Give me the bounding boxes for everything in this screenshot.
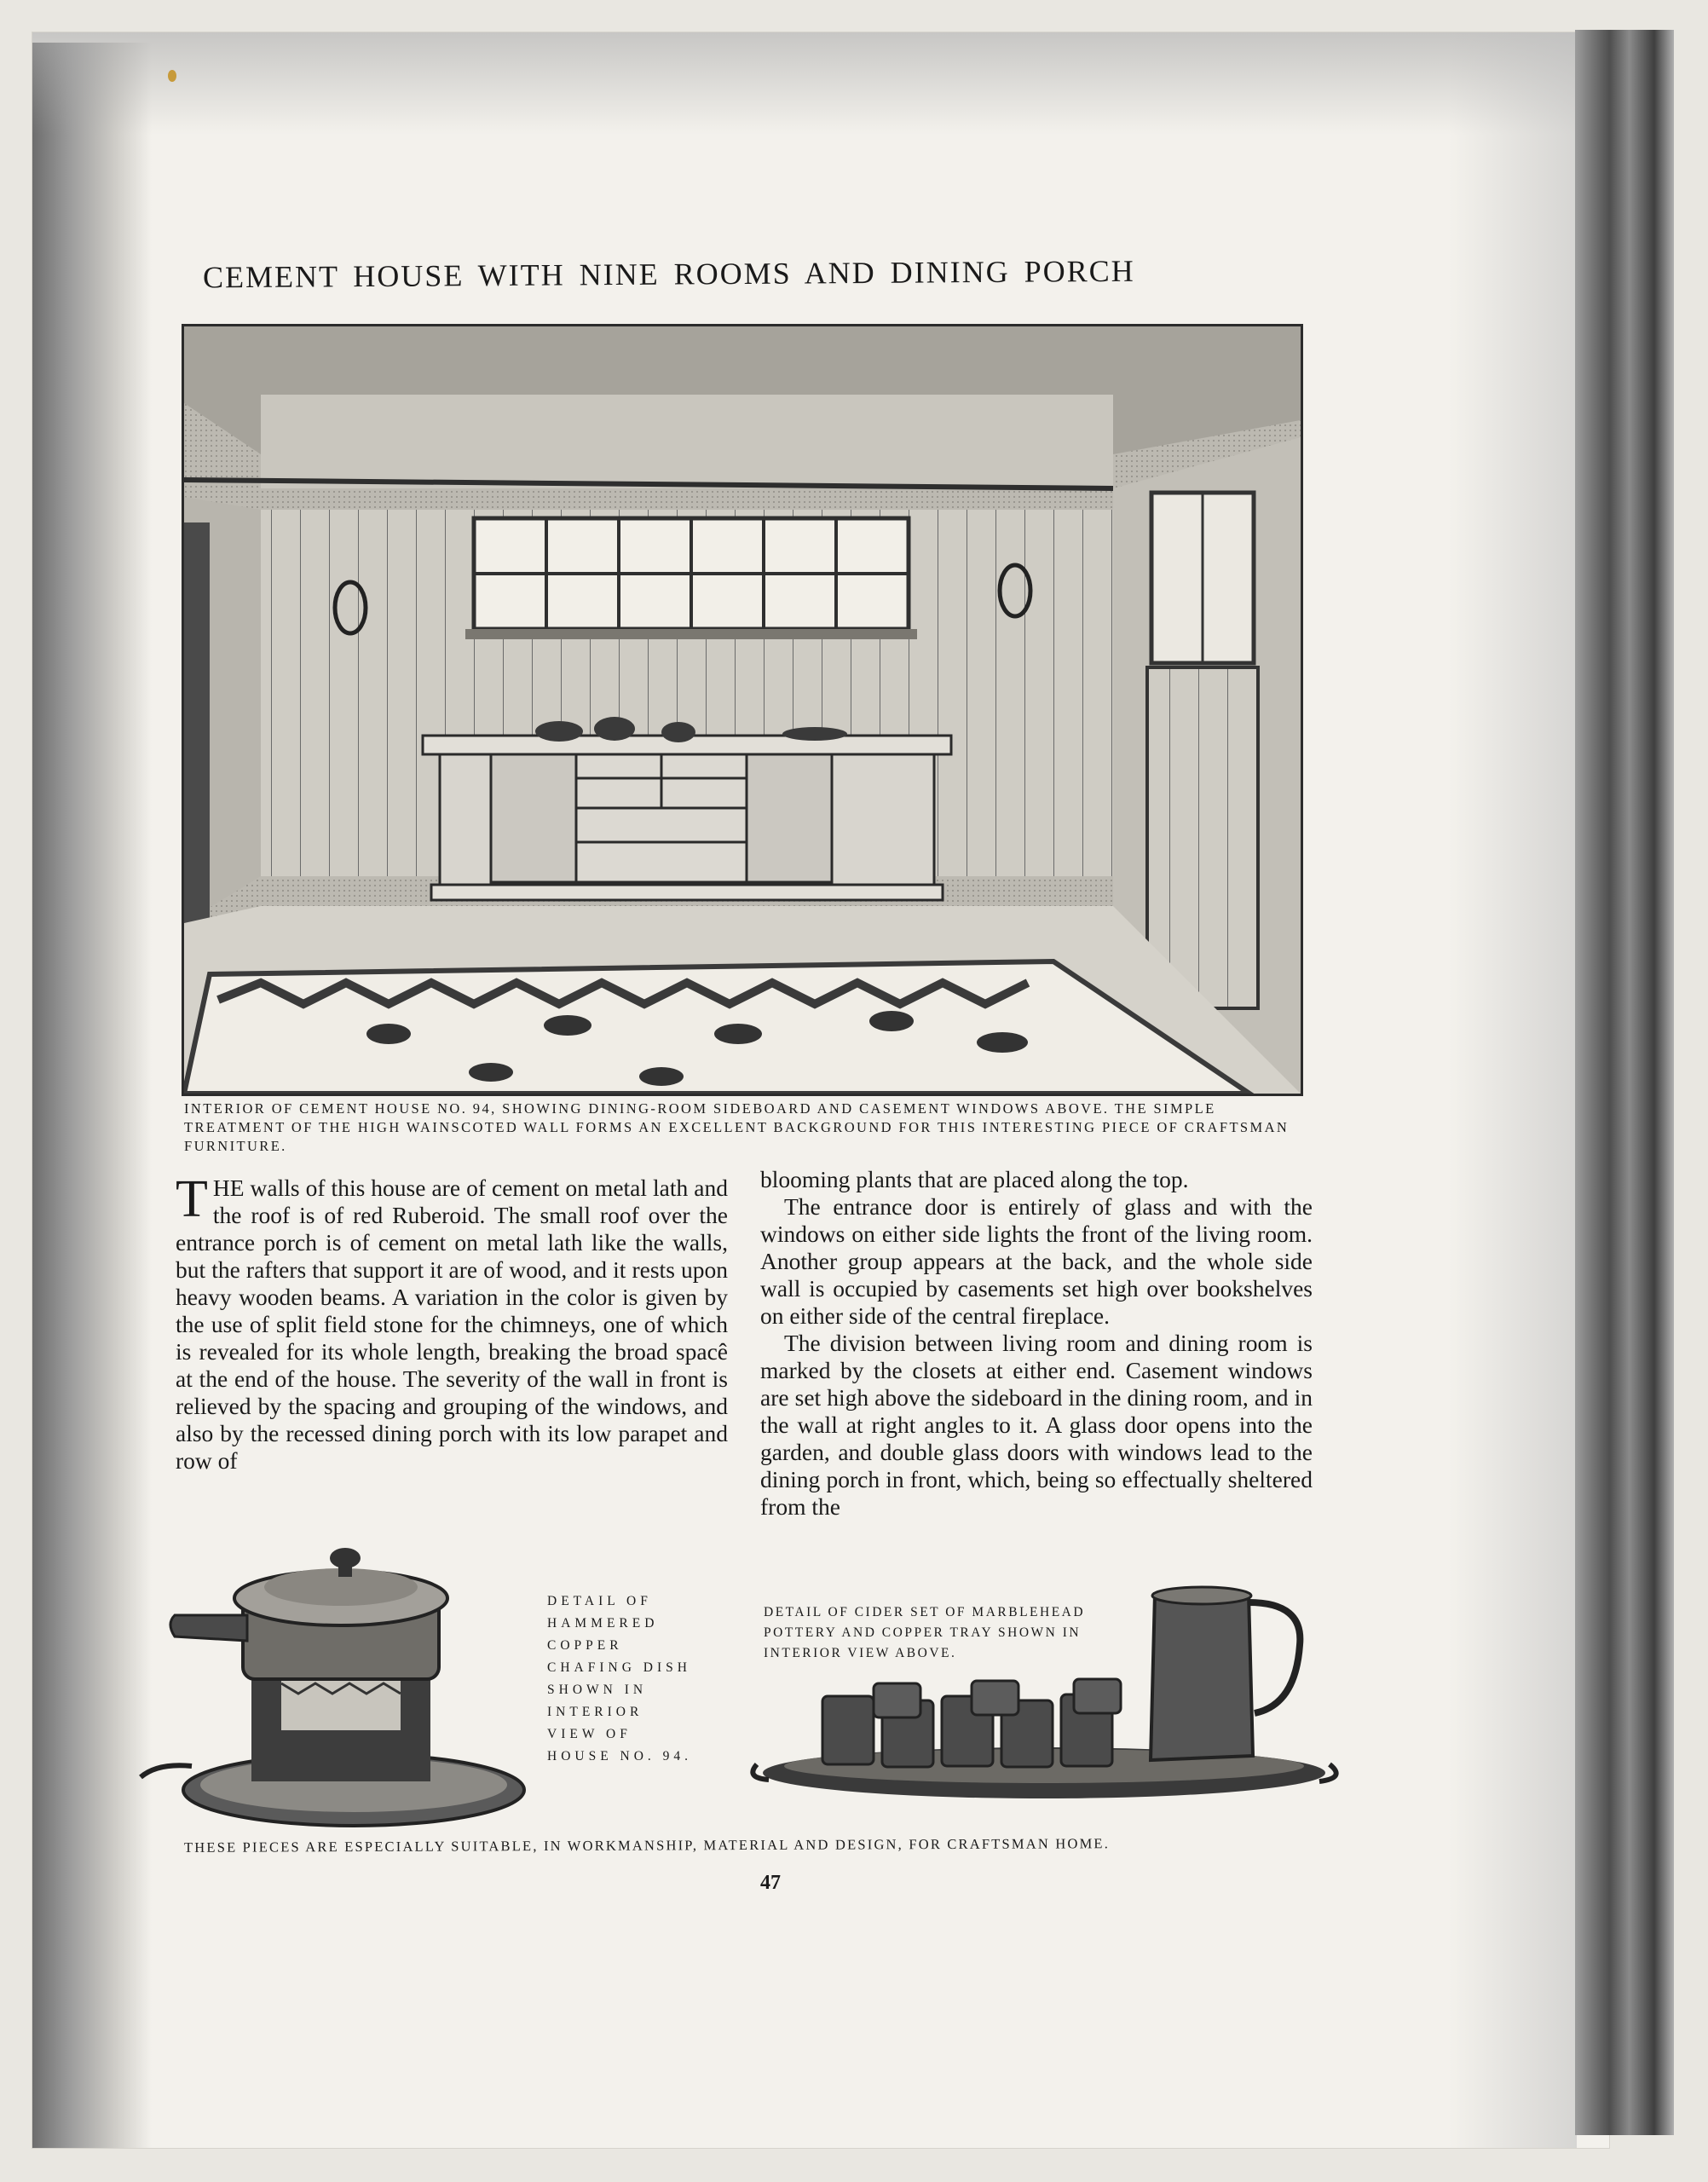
cider-set-caption: DETAIL OF CIDER SET OF MARBLEHEAD POTTERY AND COPPER TRAY SHOWN IN INTERIOR VIEW ABOVE. xyxy=(764,1605,1086,1660)
dining-room-illustration xyxy=(182,324,1303,1096)
page-number: 47 xyxy=(760,1872,781,1894)
main-figure-caption: INTERIOR OF CEMENT HOUSE NO. 94, SHOWING DINING-ROOM SIDEBOARD AND CASEMENT WINDOWS ABOVE. THE SIMPLE TREATMENT OF THE HIGH WAINSCOTED WALL FORMS AN EXCELLENT BACKGROUND FOR THIS INTERESTING PIECE OF CRAFTSMAN FURNITURE. xyxy=(184,1100,1290,1154)
right-shadow xyxy=(1449,32,1577,2148)
footer-note: THESE PIECES ARE ESPECIALLY SUITABLE, IN WORKMANSHIP, MATERIAL AND DESIGN, FOR CRAFTSMAN HOME. xyxy=(183,1835,1111,1856)
top-shadow xyxy=(32,32,1609,135)
body-column-right xyxy=(760,1166,1313,1521)
staple-mark xyxy=(168,70,176,82)
drop-cap: T xyxy=(176,1170,208,1228)
body-column-left xyxy=(176,1170,728,1475)
body-paragraph: blooming plants that are placed along the top. xyxy=(760,1166,1189,1192)
body-text-left: HE walls of this house are of cement on metal lath and the roof is of red Ruberoid. The small roof over the entrance porch is of cement on metal lath like the walls, but the rafters that support it are of wood, and it rests upon heavy wooden beams. A variation in the color is given by the use of split field stone for the chimneys, one of which is revealed for its whole length, breaking the broad spacê at the end of the house. The severity of the wall in front is relieved by the spacing and grouping of the windows, and also by the recessed dining porch with its low parapet and row of xyxy=(176,1175,728,1474)
body-paragraph: The division between living room and dining room is marked by the closets at either end. Casement windows are set high above the sideboard in the dining room, and in the wall at right angles to it. A glass door opens into the garden, and double glass doors with windows lead to the dining porch in front, which, being so effectually sheltered from the xyxy=(760,1330,1313,1520)
page-title: CEMENT HOUSE WITH NINE ROOMS AND DINING PORCH xyxy=(202,253,1135,295)
chafing-dish-illustration xyxy=(124,1543,541,1833)
cider-set-illustration xyxy=(750,1585,1347,1807)
page-stack-edge xyxy=(1575,30,1674,2135)
chafing-dish-caption: DETAIL OF HAMMERED COPPER CHAFING DISH SHOWN IN INTERIOR VIEW OF HOUSE NO. 94. xyxy=(547,1594,693,1763)
body-paragraph: The entrance door is entirely of glass and with the windows on either side lights the front of the living room. Another group appears at the back, and the whole side wall is occupied by casements set high over bookshelves on either side of the central fireplace. xyxy=(760,1193,1313,1329)
